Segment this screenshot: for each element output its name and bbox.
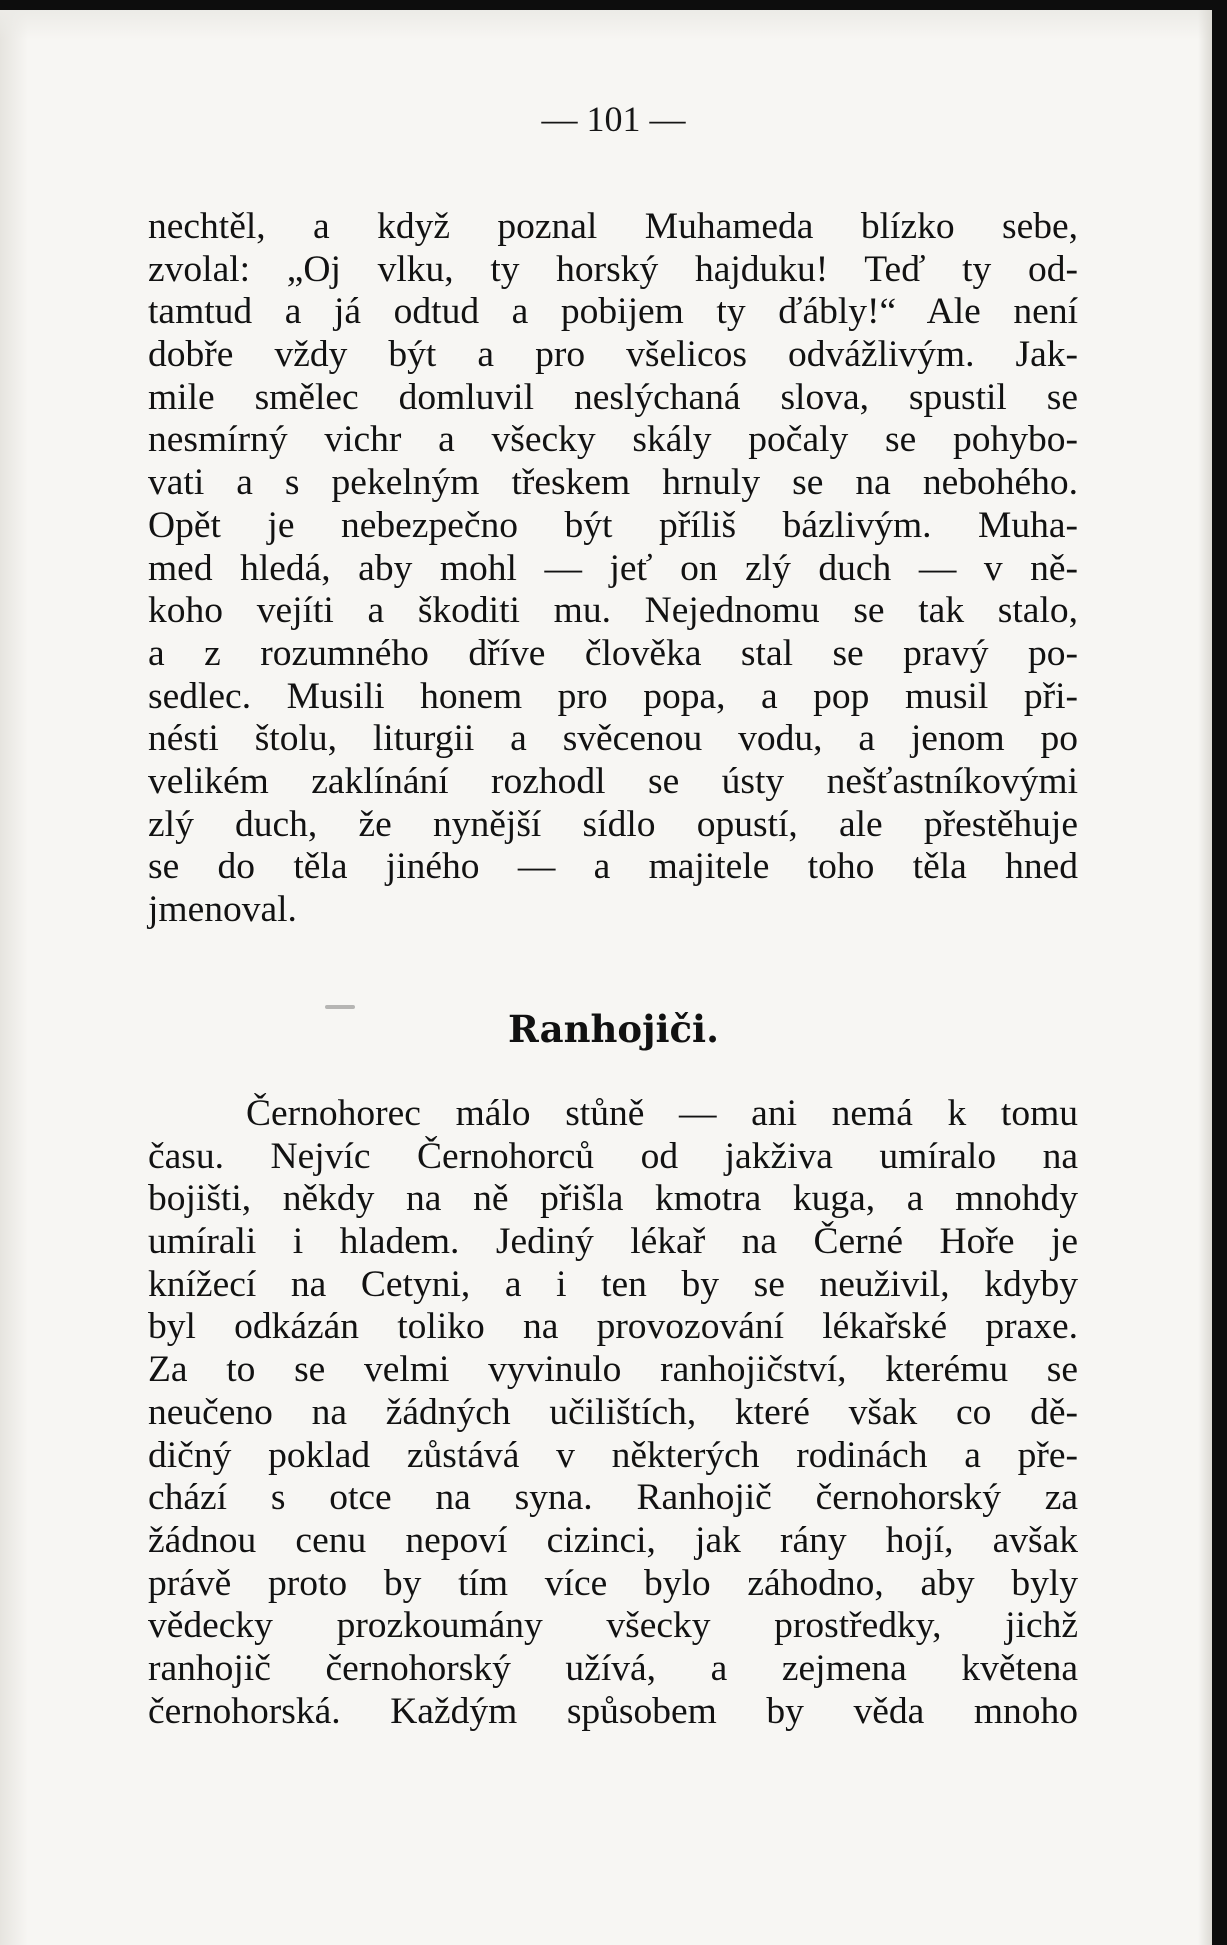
text-line: med hledá, aby mohl — jeť on zlý duch — v ně- — [148, 547, 1078, 589]
text-line: Černohorec málo stůně — ani nemá k tomu — [246, 1093, 1078, 1134]
text-line: jmenoval. — [148, 889, 297, 930]
text-line: neučeno na žádných učilištích, které však co dě- — [148, 1391, 1078, 1433]
text-line: nechtěl, a když poznal Muhameda blízko sebe, — [148, 206, 1078, 247]
text-line: bojišti, někdy na ně přišla kmotra kuga, a mnohdy — [148, 1178, 1078, 1220]
text-line: zvolal: „Oj vlku, ty horský hajduku! Teď ty od- — [148, 248, 1078, 290]
text-line: byl odkázán toliko na provozování lékařské praxe. — [148, 1306, 1078, 1348]
text-line: a z rozumného dříve člověka stal se pravý po- — [148, 632, 1078, 674]
page-top-shadow — [0, 10, 1212, 40]
text-line: velikém zaklínání rozhodl se ústy nešťastníkovými — [148, 760, 1078, 802]
text-line: vati a s pekelným třeskem hrnuly se na nebohého. — [148, 462, 1078, 504]
text-line: nésti štolu, liturgii a svěcenou vodu, a jenom po — [148, 718, 1078, 760]
text-line: mile smělec domluvil neslýchaná slova, spustil se — [148, 376, 1078, 418]
page-number: — 101 — — [541, 99, 686, 139]
text-line: dobře vždy být a pro všelicos odvážlivým. Jak- — [148, 334, 1078, 376]
text-line: Za to se velmi vyvinulo ranhojičství, kterému se — [148, 1349, 1078, 1391]
text-line: tamtud a já odtud a pobijem ty ďábly!“ Ale není — [148, 291, 1078, 333]
page-gutter-shadow — [0, 10, 28, 1945]
text-line: žádnou cenu nepoví cizinci, jak rány hojí, avšak — [148, 1519, 1078, 1561]
text-line: černohorská. Každým spůsobem by věda mnoho — [148, 1690, 1078, 1732]
paragraph-muhamed — [148, 206, 1078, 932]
text-line: Opět je nebezpečno být příliš bázlivým. Muha- — [148, 504, 1078, 546]
text-line: vědecky prozkoumány všecky prostředky, jichž — [148, 1605, 1078, 1647]
text-line: dičný poklad zůstává v některých rodinách a pře- — [148, 1434, 1078, 1476]
text-line: zlý duch, že nynější sídlo opustí, ale přestěhuje — [148, 803, 1078, 845]
page-edge-shadow — [1198, 10, 1212, 1945]
text-line: času. Nejvíc Černohorců od jakživa umíralo na — [148, 1135, 1078, 1177]
text-line: se do těla jiného — a majitele toho těla hned — [148, 846, 1078, 888]
text-line: knížecí na Cetyni, a i ten by se neuživil, kdyby — [148, 1263, 1078, 1305]
text-line: koho vejíti a škoditi mu. Nejednomu se tak stalo, — [148, 590, 1078, 632]
section-heading: Ranhojiči. — [508, 1007, 719, 1051]
text-line: ranhojič černohorský užívá, a zejmena květena — [148, 1647, 1078, 1689]
text-line: sedlec. Musili honem pro popa, a pop musil při- — [148, 675, 1078, 717]
text-line: právě proto by tím více bylo záhodno, aby byly — [148, 1562, 1078, 1604]
paragraph-ranhojici — [148, 1093, 1078, 1733]
text-line: umírali i hladem. Jediný lékař na Černé Hoře je — [148, 1221, 1078, 1263]
text-line: nesmírný vichr a všecky skály počaly se pohybo- — [148, 419, 1078, 461]
text-line: chází s otce na syna. Ranhojič černohorský za — [148, 1477, 1078, 1519]
